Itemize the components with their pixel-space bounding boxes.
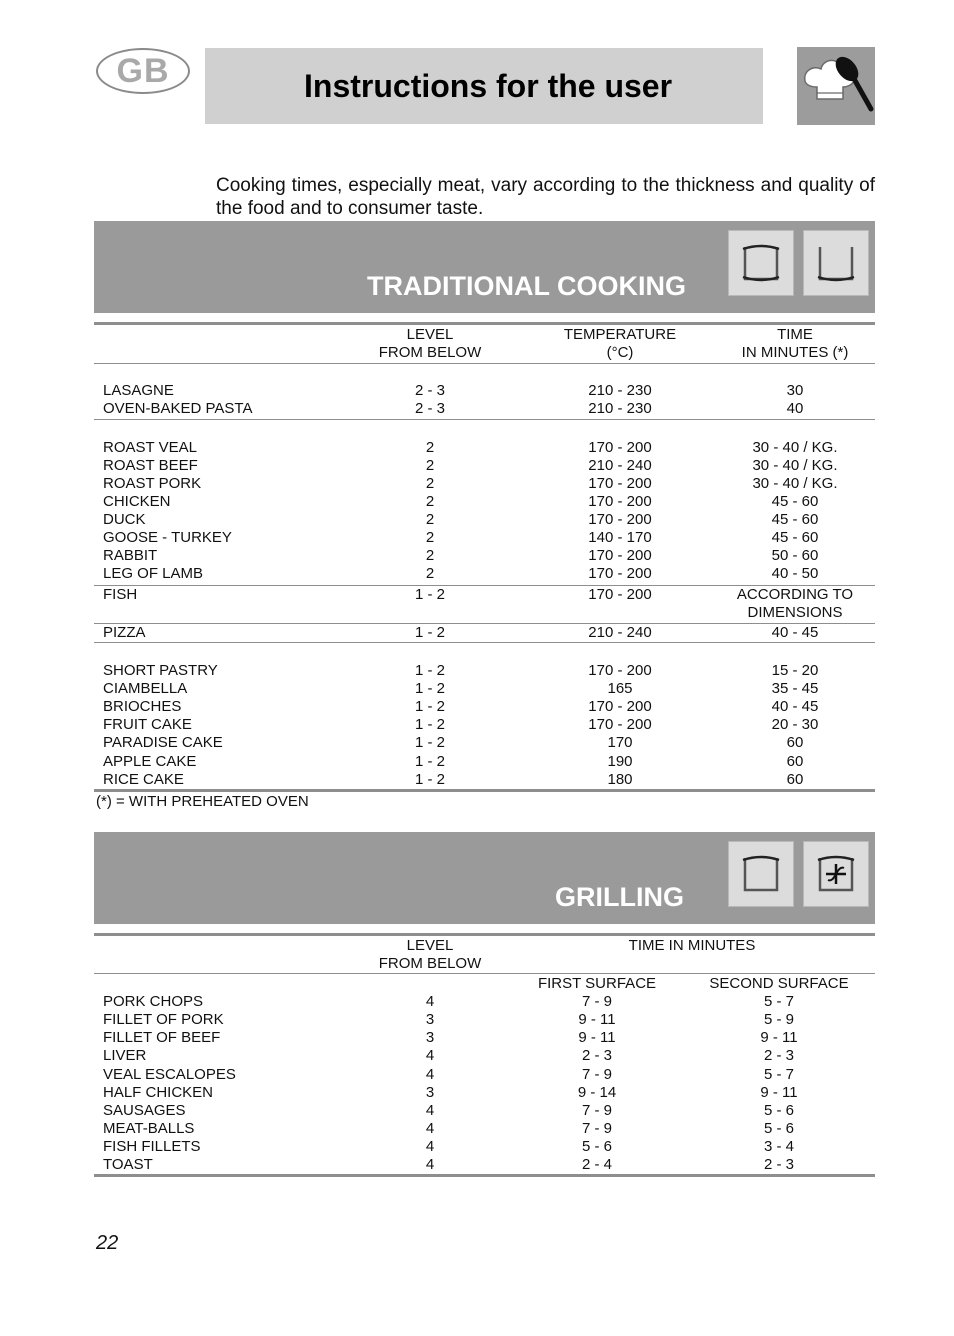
- table-row: SAUSAGES: [103, 1102, 186, 1119]
- cell-level: 1 - 2: [414, 734, 445, 751]
- cell-level: 3: [425, 1011, 435, 1028]
- header-temperature: TEMPERATURE: [563, 326, 677, 343]
- cell-level: 2: [425, 565, 435, 582]
- grill-table-bottom-rule: [94, 1174, 875, 1177]
- cell-time: 45 - 60: [771, 529, 819, 546]
- cell-level: 4: [425, 1138, 435, 1155]
- cell-time: 20 - 30: [771, 716, 819, 733]
- cell-temperature: 165: [607, 680, 633, 697]
- country-badge: GB: [96, 48, 190, 94]
- table-row: CIAMBELLA: [103, 680, 188, 697]
- table-row: RICE CAKE: [103, 771, 184, 788]
- cell-temperature: 170 - 200: [588, 511, 652, 528]
- header-level: LEVEL: [406, 326, 454, 343]
- footnote: (*) = WITH PREHEATED OVEN: [96, 793, 309, 810]
- cell-second-surface: 5 - 7: [763, 1066, 794, 1083]
- cell-time: ACCORDING TO: [736, 586, 854, 603]
- cell-level: 2 - 3: [414, 382, 445, 399]
- cell-level: 1 - 2: [414, 662, 445, 679]
- cell-level: 2: [425, 439, 435, 456]
- cell-time-line2: DIMENSIONS: [747, 604, 843, 621]
- top-bottom-element-icon: [728, 230, 794, 296]
- cell-time: 15 - 20: [771, 662, 819, 679]
- cell-temperature: 170: [607, 734, 633, 751]
- cell-level: 2: [425, 493, 435, 510]
- cell-first-surface: 9 - 14: [577, 1084, 617, 1101]
- cell-level: 2: [425, 475, 435, 492]
- cell-level: 4: [425, 1120, 435, 1137]
- table-row: FRUIT CAKE: [103, 716, 192, 733]
- cell-temperature: 170 - 200: [588, 716, 652, 733]
- cell-level: 1 - 2: [414, 624, 445, 641]
- grill-table-top-rule: [94, 933, 875, 936]
- cell-time: 30 - 40 / KG.: [752, 475, 838, 492]
- grill-header-first-surface: FIRST SURFACE: [537, 975, 657, 992]
- table-top-rule: [94, 322, 875, 325]
- cell-time: 30: [786, 382, 804, 399]
- table-row: PORK CHOPS: [103, 993, 204, 1010]
- header-time-sub: IN MINUTES (*): [741, 344, 849, 361]
- cell-second-surface: 5 - 6: [763, 1102, 794, 1119]
- cell-temperature: 170 - 200: [588, 547, 652, 564]
- traditional-cooking-banner: [94, 221, 875, 313]
- cell-level: 1 - 2: [414, 771, 445, 788]
- cell-level: 1 - 2: [414, 698, 445, 715]
- table-row: ROAST BEEF: [103, 457, 198, 474]
- table-row: APPLE CAKE: [103, 753, 197, 770]
- cell-first-surface: 9 - 11: [578, 1029, 616, 1046]
- cell-time: 60: [786, 771, 804, 788]
- cell-time: 30 - 40 / KG.: [752, 457, 838, 474]
- fan-grill-icon: [803, 841, 869, 907]
- header-banner: [205, 48, 763, 124]
- cell-second-surface: 3 - 4: [763, 1138, 794, 1155]
- cell-second-surface: 5 - 9: [763, 1011, 794, 1028]
- cell-time: 40 - 50: [771, 565, 819, 582]
- cell-level: 2: [425, 457, 435, 474]
- cell-level: 2 - 3: [414, 400, 445, 417]
- cell-first-surface: 5 - 6: [581, 1138, 612, 1155]
- header-rule: [94, 363, 875, 364]
- cell-first-surface: 7 - 9: [581, 993, 612, 1010]
- cell-level: 4: [425, 1156, 435, 1173]
- grill-element-icon: [728, 841, 794, 907]
- intro-paragraph: Cooking times, especially meat, vary according to the thickness and quality of the food and to consumer taste.: [216, 175, 875, 219]
- cell-time: 60: [786, 753, 804, 770]
- grill-header-rule: [94, 973, 875, 974]
- cell-time: 50 - 60: [771, 547, 819, 564]
- cell-level: 2: [425, 511, 435, 528]
- table-row: CHICKEN: [103, 493, 171, 510]
- cell-temperature: 210 - 230: [588, 400, 652, 417]
- cell-temperature: 170 - 200: [588, 698, 652, 715]
- cell-level: 1 - 2: [414, 680, 445, 697]
- header-time: TIME: [777, 326, 813, 343]
- cell-temperature: 210 - 230: [588, 382, 652, 399]
- cell-time: 40 - 45: [771, 624, 819, 641]
- table-row: FILLET OF PORK: [103, 1011, 224, 1028]
- cell-second-surface: 2 - 3: [763, 1047, 794, 1064]
- grilling-banner: [94, 832, 875, 924]
- page-number: 22: [96, 1232, 119, 1254]
- cell-time: 45 - 60: [771, 493, 819, 510]
- cell-temperature: 170 - 200: [588, 565, 652, 582]
- header-temperature-unit: (°C): [606, 344, 634, 361]
- cell-first-surface: 2 - 3: [581, 1047, 612, 1064]
- table-row: HALF CHICKEN: [103, 1084, 214, 1101]
- cell-first-surface: 7 - 9: [581, 1066, 612, 1083]
- table-row: MEAT-BALLS: [103, 1120, 195, 1137]
- table-row: LEG OF LAMB: [103, 565, 204, 582]
- table-row: RABBIT: [103, 547, 158, 564]
- cell-second-surface: 5 - 7: [763, 993, 794, 1010]
- cell-temperature: 170 - 200: [588, 586, 652, 603]
- table-row: FILLET OF BEEF: [103, 1029, 221, 1046]
- cell-level: 1 - 2: [414, 753, 445, 770]
- page-title: Instructions for the user: [304, 67, 673, 104]
- grill-header-time: TIME IN MINUTES: [628, 937, 756, 954]
- bottom-element-icon: [803, 230, 869, 296]
- table-row: FISH: [103, 586, 138, 603]
- table-row: ROAST PORK: [103, 475, 202, 492]
- cell-second-surface: 9 - 11: [760, 1084, 798, 1101]
- cell-first-surface: 9 - 11: [578, 1011, 616, 1028]
- grill-header-level: LEVEL: [406, 937, 454, 954]
- grill-header-second-surface: SECOND SURFACE: [709, 975, 849, 992]
- cell-time: 45 - 60: [771, 511, 819, 528]
- cell-time: 35 - 45: [771, 680, 819, 697]
- cell-temperature: 170 - 200: [588, 475, 652, 492]
- cell-level: 3: [425, 1029, 435, 1046]
- cell-temperature: 170 - 200: [588, 662, 652, 679]
- cell-time: 60: [786, 734, 804, 751]
- cell-second-surface: 9 - 11: [760, 1029, 798, 1046]
- cell-temperature: 180: [607, 771, 633, 788]
- grill-header-level-sub: FROM BELOW: [378, 955, 482, 972]
- cell-level: 4: [425, 993, 435, 1010]
- cell-time: 40: [786, 400, 804, 417]
- cell-second-surface: 2 - 3: [763, 1156, 794, 1173]
- cell-first-surface: 2 - 4: [581, 1156, 612, 1173]
- cell-temperature: 210 - 240: [588, 457, 652, 474]
- table-row: TOAST: [103, 1156, 153, 1173]
- table-bottom-rule: [94, 789, 875, 792]
- table-row: GOOSE - TURKEY: [103, 529, 232, 546]
- cell-temperature: 170 - 200: [588, 493, 652, 510]
- cell-level: 2: [425, 547, 435, 564]
- cell-level: 1 - 2: [414, 586, 445, 603]
- cell-level: 4: [425, 1066, 435, 1083]
- cell-second-surface: 5 - 6: [763, 1120, 794, 1137]
- traditional-cooking-title: TRADITIONAL COOKING: [367, 271, 686, 301]
- cell-temperature: 170 - 200: [588, 439, 652, 456]
- table-row: PIZZA: [103, 624, 146, 641]
- table-row: LASAGNE: [103, 382, 174, 399]
- table-row: SHORT PASTRY: [103, 662, 218, 679]
- cell-level: 2: [425, 529, 435, 546]
- table-row: ROAST VEAL: [103, 439, 197, 456]
- table-row: FISH FILLETS: [103, 1138, 201, 1155]
- cell-level: 4: [425, 1102, 435, 1119]
- cell-time: 30 - 40 / KG.: [752, 439, 838, 456]
- chef-spoon-icon: [797, 47, 875, 125]
- cell-time: 40 - 45: [771, 698, 819, 715]
- table-row: BRIOCHES: [103, 698, 182, 715]
- cell-level: 1 - 2: [414, 716, 445, 733]
- table-row: LIVER: [103, 1047, 147, 1064]
- grilling-title: GRILLING: [555, 882, 684, 912]
- cell-level: 3: [425, 1084, 435, 1101]
- table-row: DUCK: [103, 511, 146, 528]
- table-row: PARADISE CAKE: [103, 734, 223, 751]
- cell-first-surface: 7 - 9: [581, 1102, 612, 1119]
- group-rule: [94, 642, 875, 643]
- cell-temperature: 140 - 170: [588, 529, 652, 546]
- table-row: OVEN-BAKED PASTA: [103, 400, 253, 417]
- cell-temperature: 210 - 240: [588, 624, 652, 641]
- cell-temperature: 190: [607, 753, 633, 770]
- group-rule: [94, 419, 875, 420]
- cell-first-surface: 7 - 9: [581, 1120, 612, 1137]
- cell-level: 4: [425, 1047, 435, 1064]
- header-level-sub: FROM BELOW: [378, 344, 482, 361]
- table-row: VEAL ESCALOPES: [103, 1066, 236, 1083]
